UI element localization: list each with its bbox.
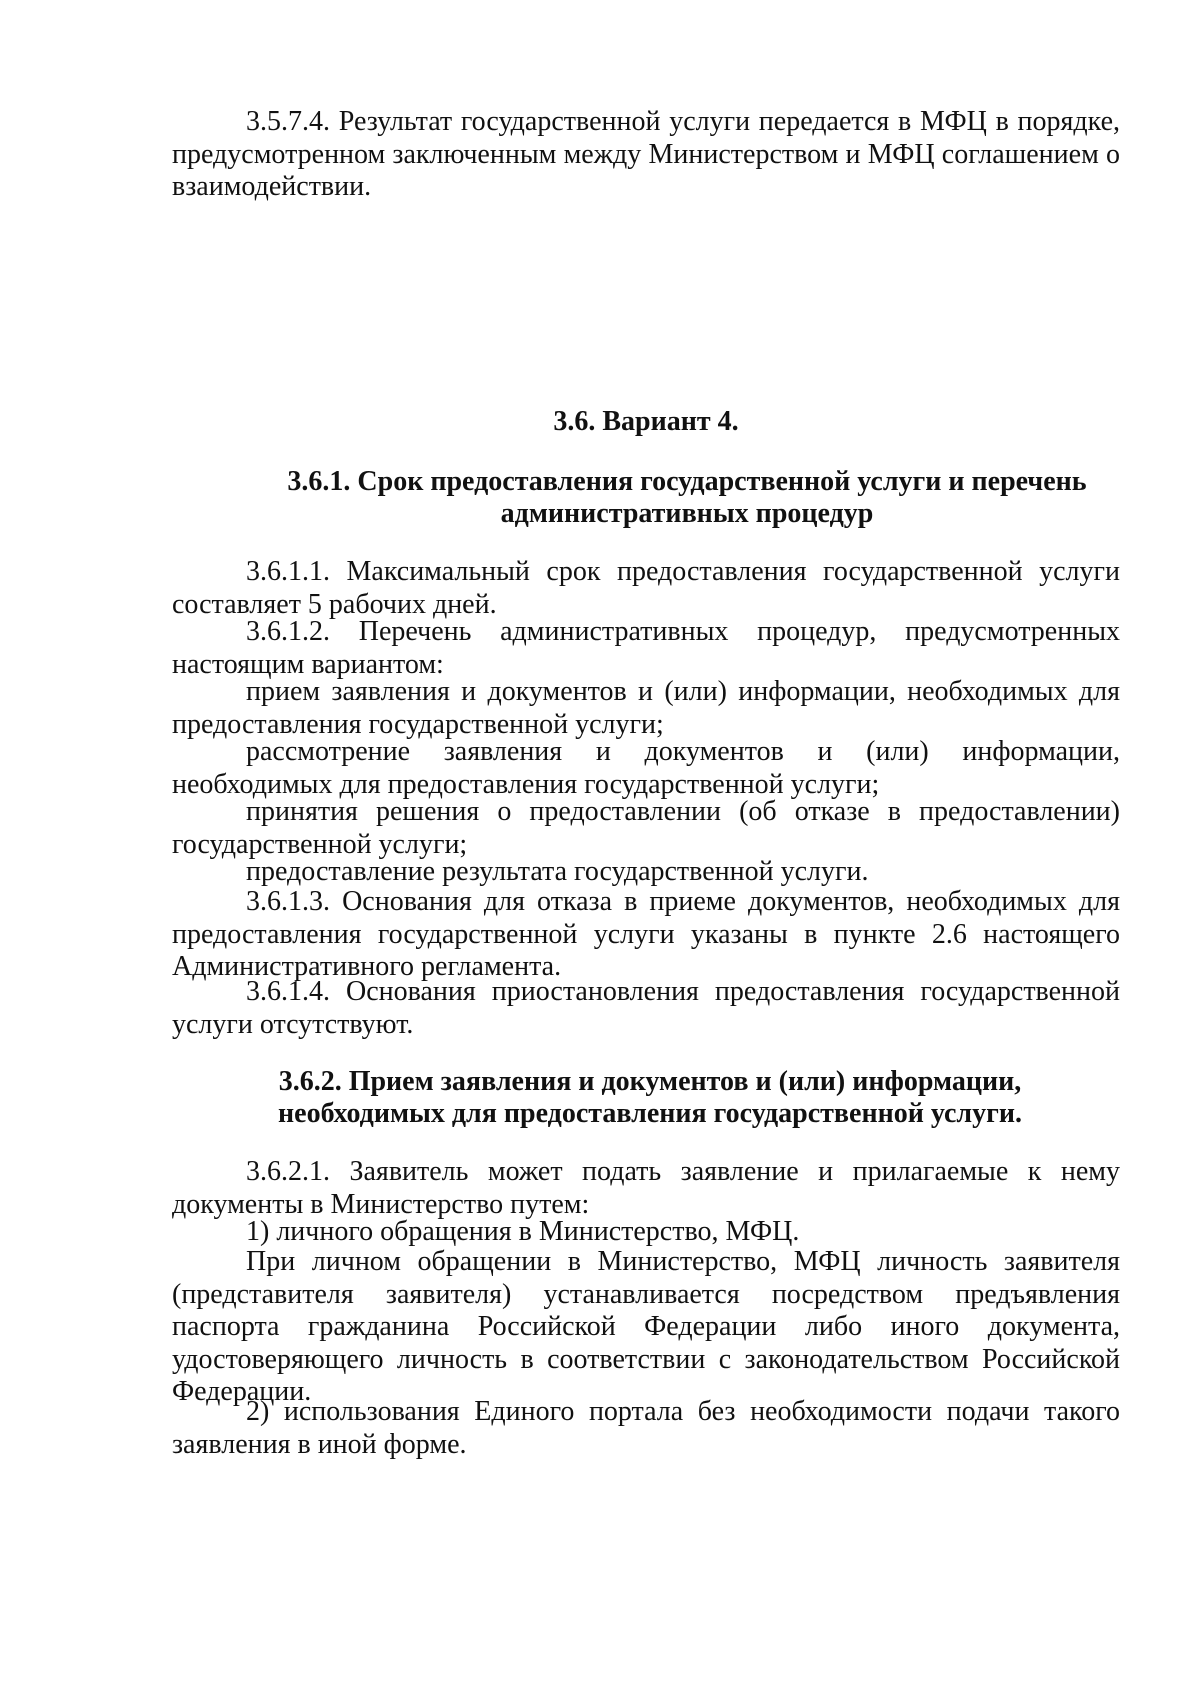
paragraph-3-5-7-4: 3.5.7.4. Результат государственной услуги передается в МФЦ в порядке, предусмотренном заключенным между Министерством и МФЦ соглашением о взаимодействии.	[172, 106, 1120, 202]
paragraph-3-6-1-1: 3.6.1.1. Максимальный срок предоставления государственной услуги составляет 5 рабочих дней.	[172, 556, 1120, 620]
paragraph-3-6-1-3: 3.6.1.3. Основания для отказа в приеме документов, необходимых для предоставления государственной услуги указаны в пункте 2.6 настоящего Административного регламента.	[172, 886, 1120, 982]
subsection-3-6-1-title: 3.6.1. Срок предоставления государственной услуги и перечень административных процедур	[287, 466, 1087, 529]
subsection-3-6-2-title: 3.6.2. Прием заявления и документов и (или) информации, необходимых для предоставления государственной услуги.	[278, 1066, 1022, 1129]
paragraph-3-6-1-4: 3.6.1.4. Основания приостановления предоставления государственной услуги отсутствуют.	[172, 976, 1120, 1040]
submission-method-2: 2) использования Единого портала без необходимости подачи такого заявления в иной форме.	[172, 1396, 1120, 1460]
paragraph-3-6-2-1: 3.6.2.1. Заявитель может подать заявление и прилагаемые к нему документы в Министерство путем:	[172, 1156, 1120, 1220]
procedure-item-4: предоставление результата государственной услуги.	[246, 856, 869, 887]
procedure-item-2: рассмотрение заявления и документов и (или) информации, необходимых для предоставления государственной услуги;	[172, 736, 1120, 800]
section-3-6-title: 3.6. Вариант 4.	[553, 406, 739, 437]
procedure-item-3: принятия решения о предоставлении (об отказе в предоставлении) государственной услуги;	[172, 796, 1120, 860]
submission-method-1: 1) личного обращения в Министерство, МФЦ.	[246, 1216, 800, 1247]
paragraph-3-6-1-2: 3.6.1.2. Перечень административных процедур, предусмотренных настоящим вариантом:	[172, 616, 1120, 680]
submission-method-1-detail: При личном обращении в Министерство, МФЦ личность заявителя (представителя заявителя) устанавливается посредством предъявления паспорта гражданина Российской Федерации либо иного документа, удостоверяющего личность в соответствии с законодательством Российской Федерации.	[172, 1246, 1120, 1407]
procedure-item-1: прием заявления и документов и (или) информации, необходимых для предоставления государственной услуги;	[172, 676, 1120, 740]
